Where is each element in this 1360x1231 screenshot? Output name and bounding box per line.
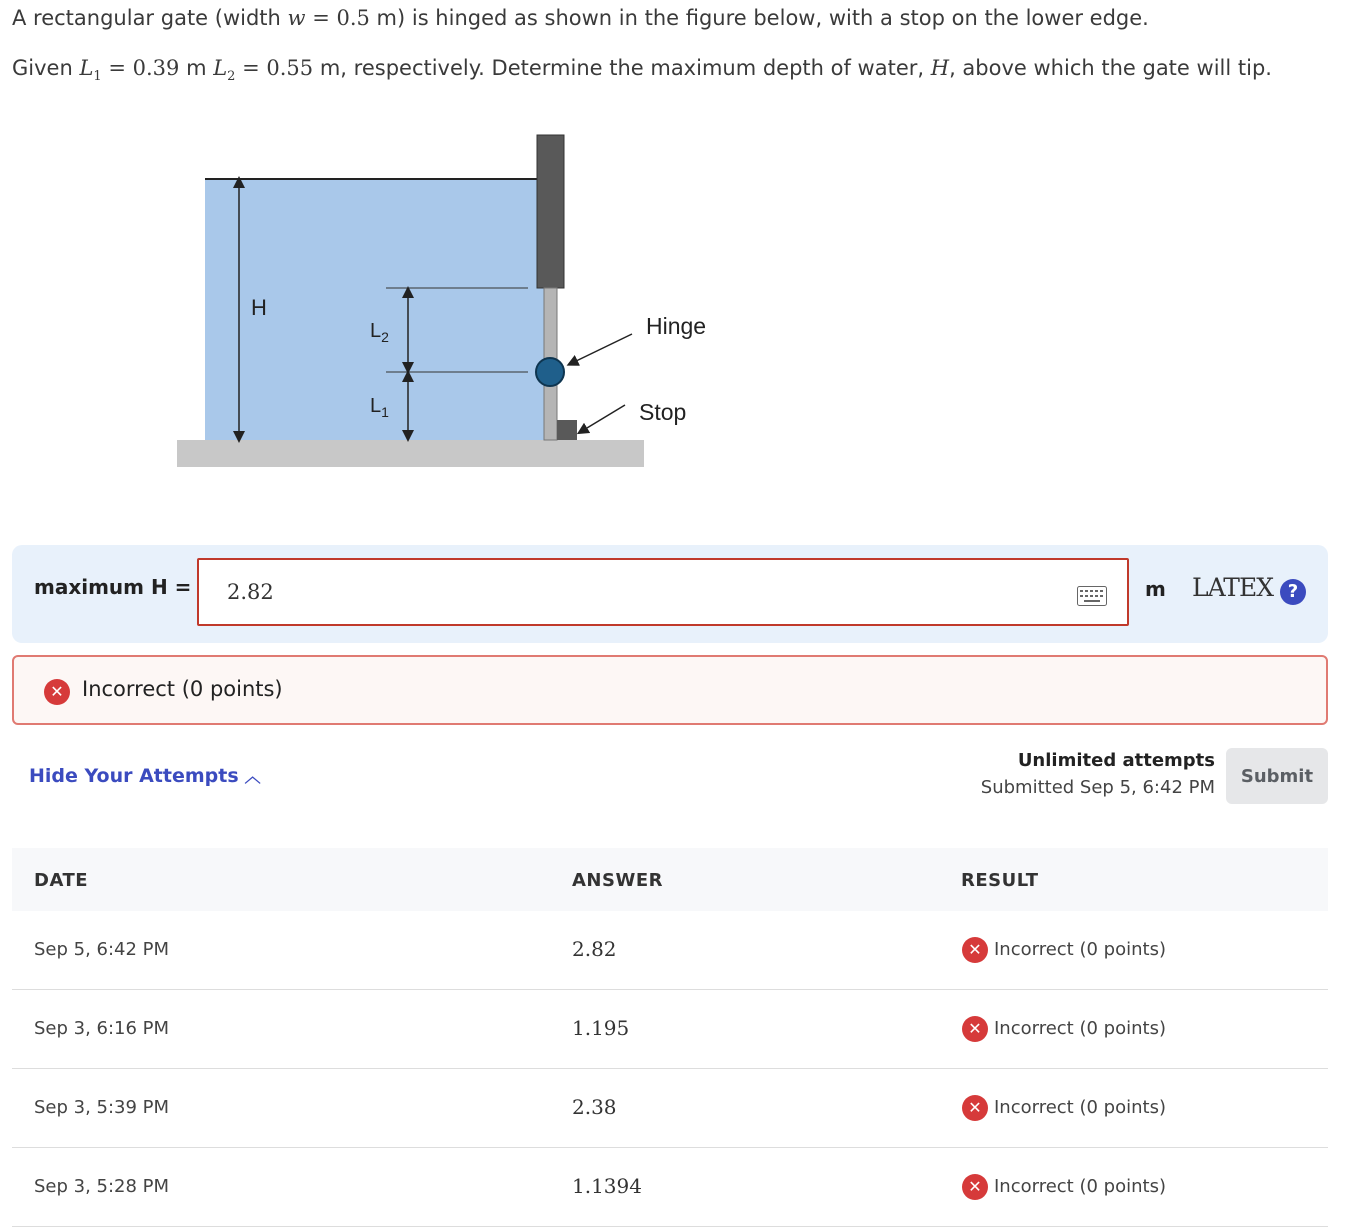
var-l2-sub: 2 bbox=[227, 69, 236, 85]
incorrect-icon: ✕ bbox=[962, 1174, 988, 1200]
help-icon[interactable]: ? bbox=[1280, 579, 1306, 605]
var-l1-sub: 1 bbox=[93, 69, 102, 85]
attempt-result-text: Incorrect (0 points) bbox=[994, 1176, 1166, 1197]
question-text: Given bbox=[12, 56, 80, 80]
label-hinge: Hinge bbox=[646, 313, 707, 339]
var-h: H bbox=[930, 56, 950, 80]
gate-upper bbox=[537, 135, 564, 288]
table-row bbox=[12, 911, 1328, 990]
question-text: , above which the gate will tip. bbox=[949, 56, 1272, 80]
column-header-answer: ANSWER bbox=[572, 870, 663, 891]
table-row bbox=[12, 990, 1328, 1069]
hinge-icon bbox=[536, 358, 564, 386]
attempt-date: Sep 3, 5:39 PM bbox=[34, 1097, 170, 1118]
var-w: w bbox=[287, 6, 306, 30]
answer-input[interactable] bbox=[197, 558, 1129, 626]
incorrect-icon: ✕ bbox=[962, 937, 988, 963]
attempts-table bbox=[12, 848, 1328, 1227]
feedback-banner bbox=[12, 655, 1328, 725]
hide-attempts-toggle[interactable] bbox=[29, 764, 261, 787]
hinge-pointer bbox=[572, 334, 632, 363]
answer-value: 2.82 bbox=[227, 580, 274, 604]
unit-label: m bbox=[1145, 577, 1166, 601]
column-header-date: DATE bbox=[34, 870, 89, 891]
value-l2: = 0.55 bbox=[235, 56, 314, 80]
question-text: A rectangular gate (width bbox=[12, 6, 288, 30]
attempt-date: Sep 3, 5:28 PM bbox=[34, 1176, 170, 1197]
question-line-1 bbox=[12, 6, 1149, 30]
question-text: m, respectively. Determine the maximum depth of water, bbox=[313, 56, 931, 80]
label-l1: $L_1$ bbox=[370, 395, 389, 420]
keyboard-icon[interactable] bbox=[1077, 586, 1107, 606]
incorrect-icon: ✕ bbox=[962, 1016, 988, 1042]
table-header bbox=[12, 848, 1328, 911]
attempt-answer: 1.195 bbox=[572, 1016, 630, 1040]
attempt-result bbox=[962, 1095, 1166, 1121]
attempt-result-text: Incorrect (0 points) bbox=[994, 1097, 1166, 1118]
answer-label: maximum H = bbox=[34, 575, 192, 599]
submit-button[interactable]: Submit bbox=[1226, 748, 1328, 804]
attempt-date: Sep 5, 6:42 PM bbox=[34, 939, 170, 960]
column-header-result: RESULT bbox=[961, 870, 1039, 891]
attempt-answer: 2.82 bbox=[572, 937, 617, 961]
attempt-result-text: Incorrect (0 points) bbox=[994, 1018, 1166, 1039]
attempt-result bbox=[962, 937, 1166, 963]
attempt-answer: 2.38 bbox=[572, 1095, 617, 1119]
var-l2: L bbox=[213, 56, 228, 80]
feedback-text: Incorrect (0 points) bbox=[82, 677, 283, 701]
attempt-answer: 1.1394 bbox=[572, 1174, 642, 1198]
gate-diagram bbox=[170, 120, 730, 480]
question-text: m) is hinged as shown in the figure below, with a stop on the lower edge. bbox=[369, 6, 1149, 30]
label-stop: Stop bbox=[639, 399, 687, 425]
label-l2: $L_2$ bbox=[370, 320, 389, 345]
attempt-result bbox=[962, 1174, 1166, 1200]
attempt-result bbox=[962, 1016, 1166, 1042]
value-w: = 0.5 bbox=[305, 6, 370, 30]
answer-panel bbox=[12, 545, 1328, 643]
value-l1: = 0.39 bbox=[101, 56, 180, 80]
ground bbox=[177, 440, 644, 467]
attempt-result-text: Incorrect (0 points) bbox=[994, 939, 1166, 960]
incorrect-icon: ✕ bbox=[44, 679, 70, 705]
attempt-date: Sep 3, 6:16 PM bbox=[34, 1018, 170, 1039]
unit-text: m bbox=[179, 56, 214, 80]
table-row bbox=[12, 1148, 1328, 1227]
incorrect-icon: ✕ bbox=[962, 1095, 988, 1121]
stop-pointer bbox=[582, 405, 625, 431]
attempts-info bbox=[981, 750, 1215, 798]
latex-toggle[interactable]: LATEX bbox=[1192, 573, 1274, 602]
question-line-2 bbox=[12, 56, 1272, 84]
hide-attempts-label: Hide Your Attempts bbox=[29, 765, 239, 787]
submitted-timestamp: Submitted Sep 5, 6:42 PM bbox=[980, 777, 1215, 798]
table-row bbox=[12, 1069, 1328, 1148]
attempts-count: Unlimited attempts bbox=[1017, 750, 1215, 771]
label-h: H bbox=[251, 295, 267, 320]
var-l1: L bbox=[79, 56, 94, 80]
stop-block bbox=[557, 420, 577, 440]
chevron-up-icon: ︿ bbox=[244, 767, 261, 786]
